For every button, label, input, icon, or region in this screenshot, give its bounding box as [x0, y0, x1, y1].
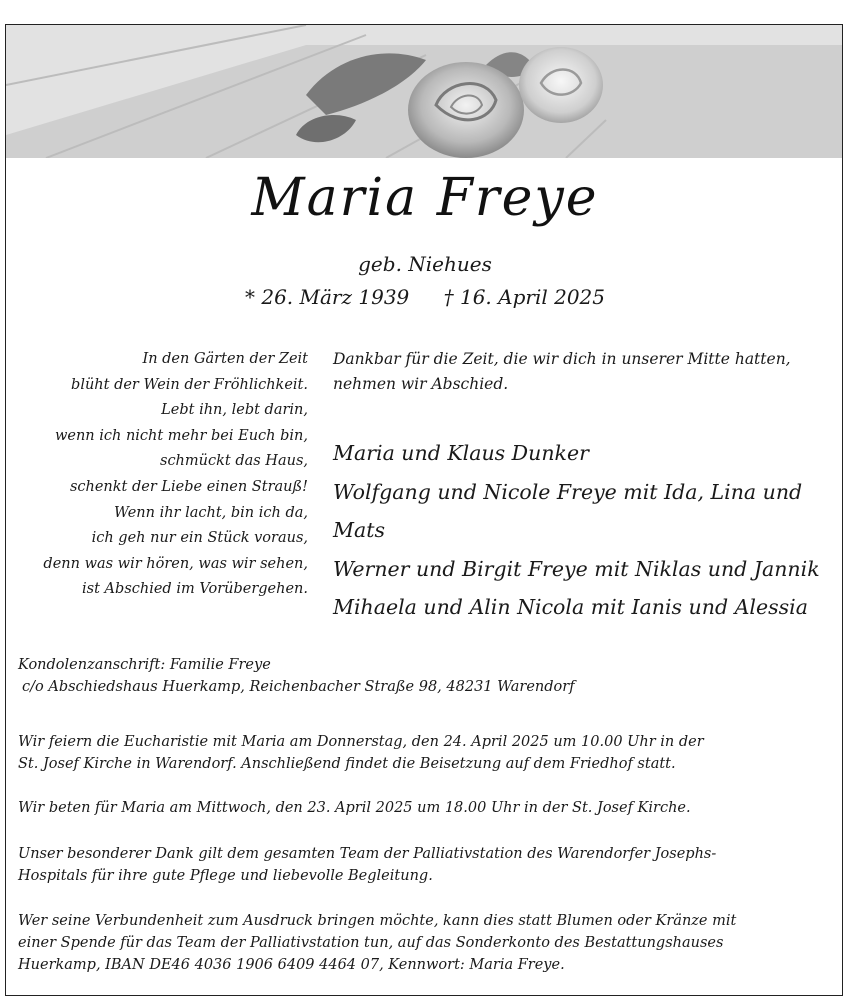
family-line: Werner und Birgit Freye mit Niklas und Jannik	[333, 556, 820, 581]
paragraph-line: Wer seine Verbundenheit zum Ausdruck bringen möchte, kann dies statt Blumen oder Kränze mit	[18, 913, 737, 929]
paragraph-line: St. Josef Kirche in Warendorf. Anschließend findet die Beisetzung auf dem Friedhof statt.	[18, 756, 676, 772]
condolence-address	[18, 654, 833, 698]
paragraph-line: Hospitals für ihre gute Pflege und liebevolle Begleitung.	[18, 868, 433, 884]
roses-photo	[6, 25, 842, 158]
paragraph-line: Huerkamp, IBAN DE46 4036 1906 6409 4464 07, Kennwort: Maria Freye.	[18, 957, 565, 973]
intro-line: nehmen wir Abschied.	[333, 375, 509, 393]
family-line: Wolfgang und Nicole Freye mit Ida, Lina und	[333, 479, 803, 504]
mourners-intro	[333, 347, 838, 397]
poem-line: ist Abschied im Vorübergehen.	[82, 581, 308, 598]
family-line: Mihaela und Alin Nicola mit Ianis und Alessia	[333, 595, 808, 619]
intro-line: Dankbar für die Zeit, die wir dich in unserer Mitte hatten,	[333, 350, 791, 368]
family-line: Mats	[333, 518, 385, 542]
thanks-paragraph	[18, 843, 833, 887]
poem-line: schmückt das Haus,	[160, 453, 308, 470]
birth-date: * 26. März 1939	[244, 285, 410, 309]
condolence-line: c/o Abschiedshaus Huerkamp, Reichenbacher Straße 98, 48231 Warendorf	[22, 679, 575, 695]
maiden-name: geb. Niehues	[358, 252, 492, 276]
paragraph-line: einer Spende für das Team der Palliativstation tun, auf das Sonderkonto des Bestattungshauses	[18, 935, 724, 951]
poem-line: In den Gärten der Zeit	[142, 351, 308, 367]
poem-line: denn was wir hören, was wir sehen,	[43, 555, 308, 572]
prayer-paragraph	[18, 797, 833, 819]
poem-line: ich geh nur ein Stück voraus,	[91, 530, 308, 547]
poem-line: blüht der Wein der Fröhlichkeit.	[71, 376, 308, 393]
mourners-family	[333, 434, 843, 627]
paragraph-line: Wir feiern die Eucharistie mit Maria am Donnerstag, den 24. April 2025 um 10.00 Uhr in der	[18, 734, 704, 750]
deceased-name: Maria Freye	[251, 168, 599, 228]
roses-icon	[6, 25, 842, 158]
eucharist-paragraph	[18, 731, 833, 775]
death-date: † 16. April 2025	[443, 285, 606, 309]
poem-line: schenkt der Liebe einen Strauß!	[69, 478, 308, 495]
poem-line: Wenn ihr lacht, bin ich da,	[113, 504, 308, 521]
poem	[10, 347, 308, 603]
poem-line: Lebt ihn, lebt darin,	[161, 402, 308, 419]
family-line: Maria und Klaus Dunker	[333, 441, 589, 465]
condolence-line: Kondolenzanschrift: Familie Freye	[18, 657, 271, 673]
donation-paragraph	[18, 910, 833, 976]
poem-line: wenn ich nicht mehr bei Euch bin,	[54, 427, 308, 444]
life-dates	[0, 285, 850, 309]
paragraph-line: Wir beten für Maria am Mittwoch, den 23. April 2025 um 18.00 Uhr in der St. Josef Kirche.	[18, 800, 691, 816]
paragraph-line: Unser besonderer Dank gilt dem gesamten Team der Palliativstation des Warendorfer Josephs-	[18, 846, 717, 862]
